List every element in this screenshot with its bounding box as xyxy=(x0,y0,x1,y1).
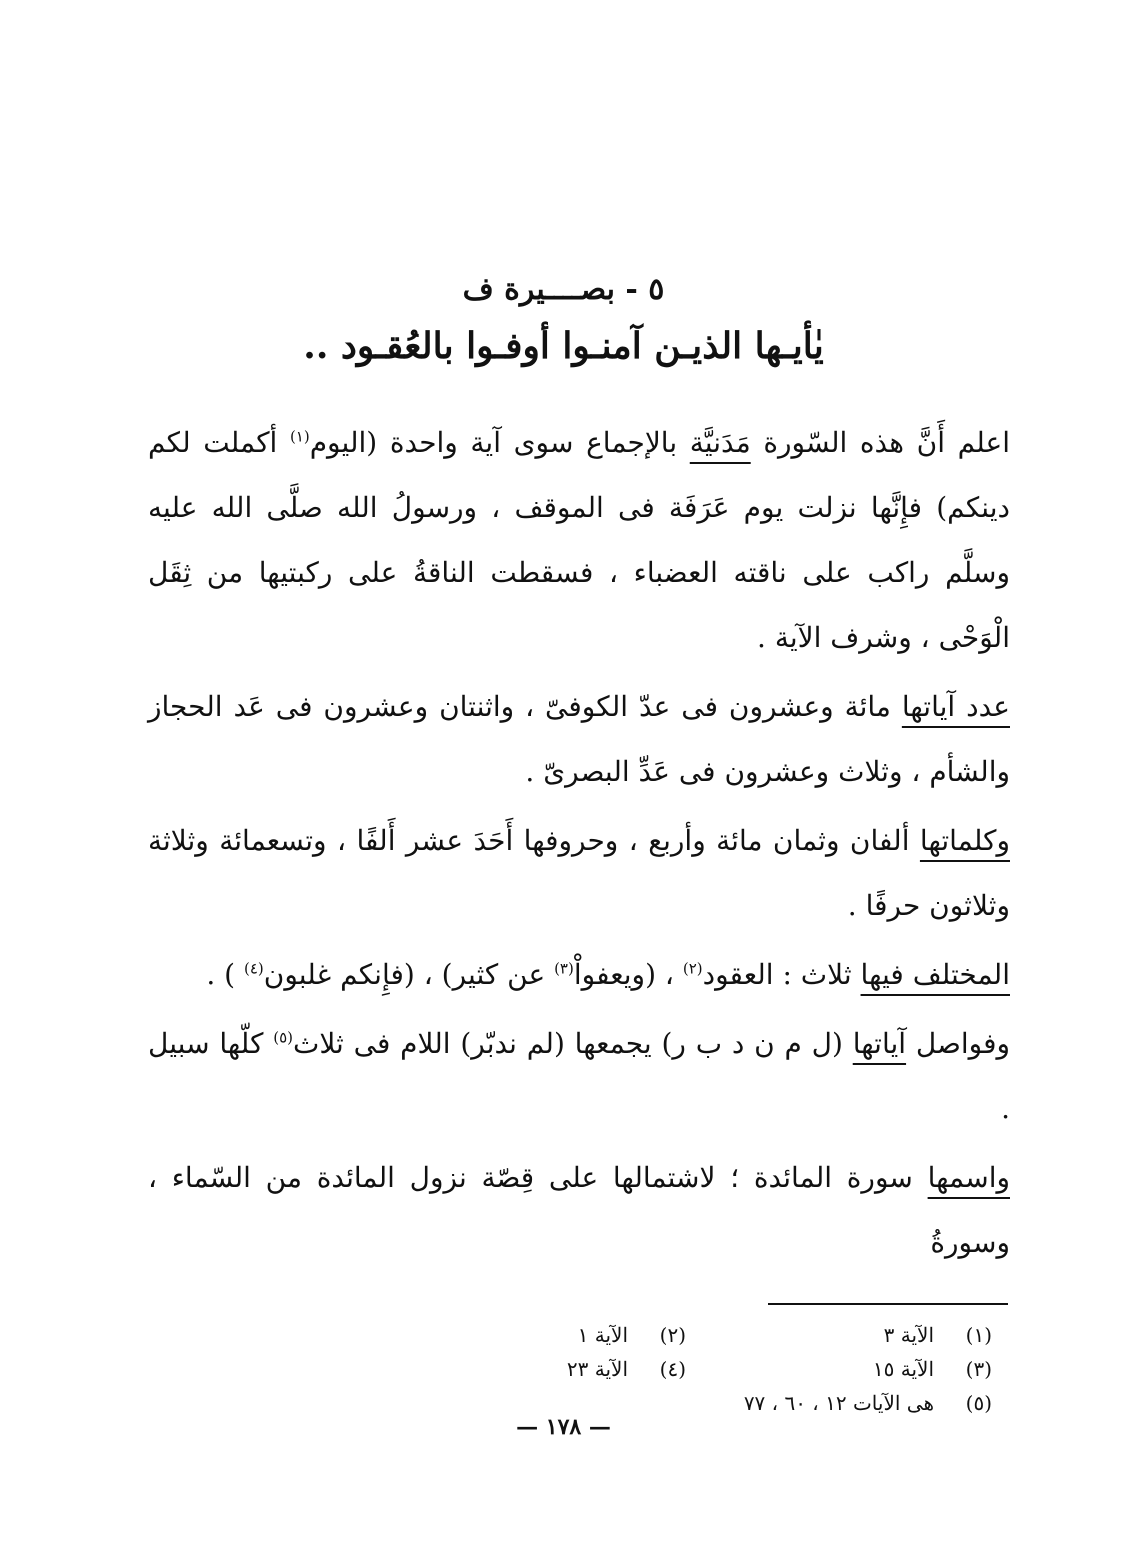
underlined-term: عدد آياتها xyxy=(901,690,1010,723)
footnote-number: (٤) xyxy=(659,1357,686,1381)
paragraph-intro xyxy=(148,410,1010,670)
footnote-text: الآية ١٥ xyxy=(872,1357,934,1381)
text-span: اعلم أَنَّ هذه السّورة xyxy=(750,426,1010,459)
underlined-term: وكلماتها xyxy=(919,824,1010,857)
footnote-item xyxy=(380,1352,686,1386)
footnote-number: (٢) xyxy=(659,1323,686,1347)
text-span: سورة المائدة ؛ لاشتمالها على قِصّة نزول المائدة من السّماء ، وسورةُ xyxy=(148,1161,1010,1259)
text-span: كلّها سبيل . xyxy=(148,1027,1010,1125)
footnote-number: (٣) xyxy=(965,1357,992,1381)
underlined-term: آياتها xyxy=(852,1027,907,1060)
footnote-text: الآية ٢٣ xyxy=(566,1357,628,1381)
footnotes xyxy=(380,1318,992,1420)
footnote-ref: (٣) xyxy=(554,959,574,978)
footnote-item xyxy=(380,1318,686,1352)
text-span: ثلاث : العقود xyxy=(702,958,861,991)
text-span: ألفان وثمان مائة وأربع ، وحروفها أَحَدَ عشر أَلفًا ، وتسعمائة وثلاثة وثلاثون حرفًا . xyxy=(148,824,1010,922)
text-span: (ل م ن د ب ر) يجمعها (لم ندبّر) اللام فى ثلاث xyxy=(292,1027,853,1060)
paragraph-disputed xyxy=(148,942,1010,1007)
body-text xyxy=(148,410,1010,1279)
footnote-row xyxy=(380,1318,992,1352)
footnote-ref: (٤) xyxy=(244,959,264,978)
text-span: ، (ويعفواْ xyxy=(573,958,683,991)
underlined-term: واسمها xyxy=(927,1161,1010,1194)
footnote-item xyxy=(686,1352,992,1386)
paragraph-word-count xyxy=(148,808,1010,938)
footnote-divider xyxy=(768,1303,1008,1305)
footnote-text: هى الآيات ١٢ ، ٦٠ ، ٧٧ xyxy=(743,1391,934,1415)
footnote-text: الآية ١ xyxy=(577,1323,628,1347)
paragraph-endings xyxy=(148,1011,1010,1141)
footnote-row xyxy=(380,1352,992,1386)
footnote-ref: (١) xyxy=(289,427,310,446)
footnote-text: الآية ٣ xyxy=(883,1323,934,1347)
footnote-item xyxy=(686,1318,992,1352)
underlined-term: المختلف فيها xyxy=(860,958,1010,991)
section-heading: ٥ - بصــــيرة ف xyxy=(462,272,665,307)
footnote-ref: (٢) xyxy=(682,959,703,978)
text-span: أكملت لكم دينكم) فإِنَّها نزلت يوم عَرَفَة فى الموقف ، ورسولُ الله صلَّى الله عليه وسلَّم راكب على ناقته العضباء ، فسقطت الناقةُ على ركبتيها من ثِقَل الْوَحْى ، وشرف الآية . xyxy=(148,426,1010,654)
footnote-number: (١) xyxy=(965,1323,992,1347)
text-span: ) . xyxy=(206,958,244,991)
text-span: مائة وعشرون فى عدّ الكوفىّ ، واثنتان وعشرون فى عَد الحجاز والشأم ، وثلاث وعشرون فى عَدِّ البصرىّ . xyxy=(148,690,1010,788)
underlined-term: مَدَنيَّة xyxy=(689,426,751,459)
text-span: بالإجماع سوى آية واحدة (اليوم xyxy=(309,426,690,459)
paragraph-name xyxy=(148,1145,1010,1275)
paragraph-verse-count xyxy=(148,674,1010,804)
page-number: — ١٧٨ — xyxy=(516,1414,611,1440)
footnote-ref: (٥) xyxy=(273,1028,293,1047)
verse-heading: يٰأيـها الذيـن آمنـوا أوفـوا بالعُقـود .. xyxy=(303,325,824,367)
text-span: وفواصل xyxy=(906,1027,1010,1060)
text-span: عن كثير) ، (فإِنكم غلبون xyxy=(263,958,555,991)
footnote-number: (٥) xyxy=(965,1391,992,1415)
